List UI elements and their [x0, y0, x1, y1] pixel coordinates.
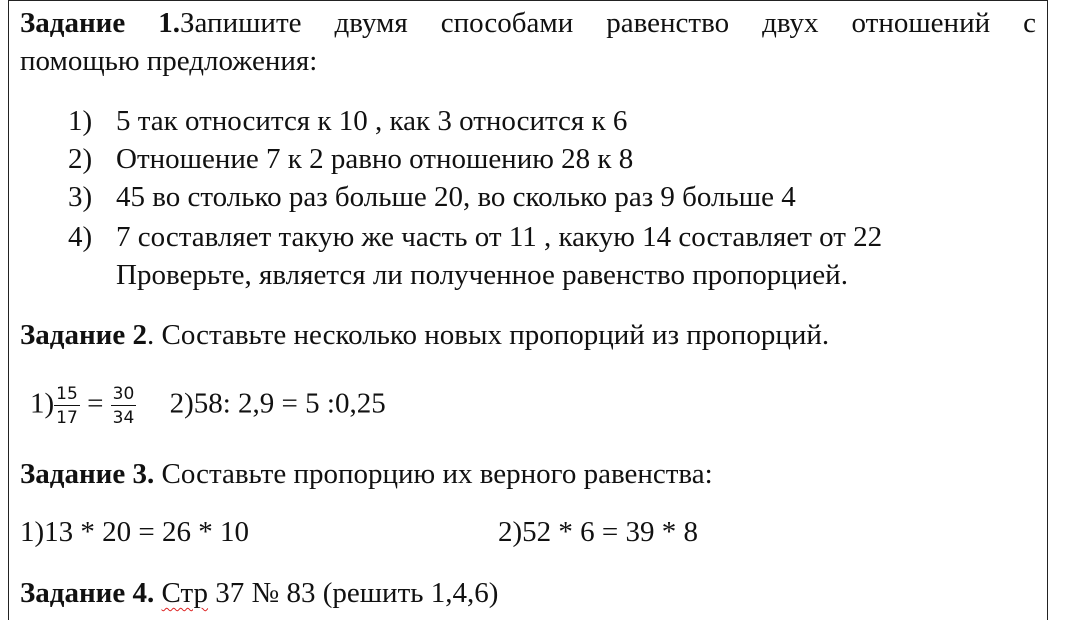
- fraction-numerator: 15: [56, 384, 78, 404]
- list-item: [68, 218, 882, 256]
- task3-equation2: 2)52 * 6 = 39 * 8: [498, 516, 699, 548]
- task1-check-text: Проверьте, является ли полученное равенство пропорцией.: [116, 259, 848, 291]
- proportion2: 2)58: 2,9 = 5 :0,25: [169, 387, 386, 420]
- task3-text: Составьте пропорцию их верного равенства:: [154, 458, 713, 490]
- task1-heading: Задание 1.: [20, 7, 181, 39]
- list-item-number: 2): [68, 143, 93, 175]
- fraction-numerator: 30: [112, 384, 135, 404]
- task1-line1: [20, 4, 1036, 42]
- task4-space: [154, 577, 161, 609]
- task1-text-line2: помощью предложения:: [20, 45, 318, 77]
- task4-heading: Задание 4.: [20, 577, 155, 609]
- task4-page-abbrev: Стр: [161, 577, 209, 609]
- list-item-number: 3): [68, 181, 93, 213]
- task1-text-line1: Запишите двумя способами равенство двух отношений с: [180, 7, 1036, 39]
- task2-line: [20, 316, 829, 354]
- task3-heading: Задание 3.: [20, 458, 155, 490]
- task4-line: [20, 574, 498, 612]
- equals-sign: =: [87, 387, 104, 420]
- fraction-30-34: [111, 384, 137, 428]
- task2-proportions: [30, 384, 386, 428]
- list-item-text: Отношение 7 к 2 равно отношению 28 к 8: [116, 143, 634, 175]
- task2-heading: Задание 2: [20, 319, 148, 351]
- list-item: [68, 102, 627, 140]
- list-item-text: 45 во столько раз больше 20, во сколько раз 9 больше 4: [116, 181, 796, 213]
- task3-equation1: 1)13 * 20 = 26 * 10: [20, 516, 250, 548]
- task3-line: [20, 455, 713, 493]
- list-item-text: 5 так относится к 10 , как 3 относится к 6: [116, 105, 628, 137]
- list-item: [68, 140, 633, 178]
- list-item-number: 4): [68, 221, 93, 253]
- task4-text: 37 № 83 (решить 1,4,6): [208, 577, 499, 609]
- proportion1-label: 1): [30, 387, 55, 420]
- fraction-denominator: 17: [56, 408, 78, 428]
- list-item-text: 7 составляет такую же часть от 11 , какую 14 составляет от 22: [116, 221, 883, 253]
- fraction-denominator: 34: [112, 408, 135, 428]
- list-item: [68, 178, 796, 216]
- list-item-number: 1): [68, 105, 93, 137]
- task2-text: . Составьте несколько новых пропорций из пропорций.: [147, 319, 830, 351]
- fraction-15-17: [54, 384, 80, 428]
